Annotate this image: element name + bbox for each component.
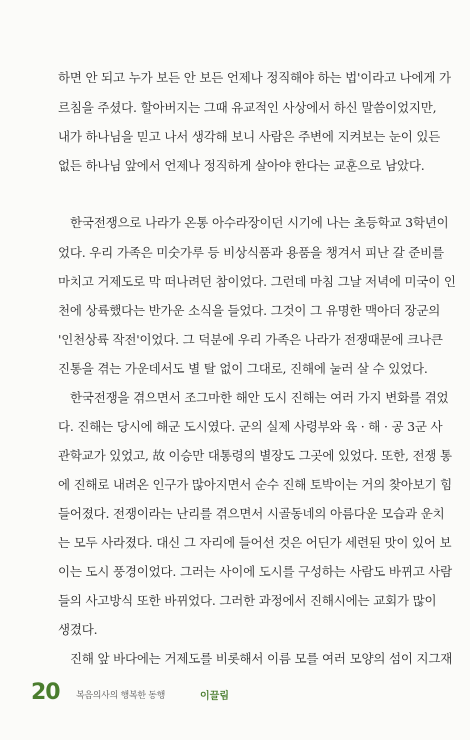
text-line: 마치고 거제도로 막 떠나려던 참이었다. 그런데 마침 그날 저녁에 미국이 인 — [58, 274, 456, 289]
text-line: 들어졌다. 전쟁이라는 난리를 겪으면서 시골동네의 아름다운 모습과 운치 — [58, 506, 445, 521]
text-line: 관학교가 있었고, 故 이승만 대통령의 별장도 그곳에 있었다. 또한, 전쟁 통 — [58, 448, 452, 463]
running-author: 이끌림 — [200, 691, 229, 702]
text-line: '인천상륙 작전'이었다. 그 덕분에 우리 가족은 나라가 전쟁때문에 크나큰 — [58, 332, 443, 347]
page-footer — [0, 680, 470, 710]
text-line: 었다. 우리 가족은 미숫가루 등 비상식품과 용품을 챙겨서 피난 갈 준비를 — [58, 245, 444, 260]
text-line: 하면 안 되고 누가 보든 안 보든 언제나 정직해야 하는 법'이라고 나에게 가 — [58, 70, 451, 85]
text-line: 진해 앞 바다에는 거제도를 비롯해서 이름 모를 여러 모양의 섬이 지그재 — [70, 651, 453, 666]
running-book-title: 복음의사의 행복한 동행 — [76, 691, 166, 701]
text-line: 는 모두 사라졌다. 대신 그 자리에 들어선 것은 어딘가 세련된 맛이 있어 보 — [58, 535, 452, 550]
text-line: 천에 상륙했다는 반가운 소식을 들었다. 그것이 그 유명한 맥아더 장군의 — [58, 303, 441, 318]
text-line: 생겼다. — [58, 622, 98, 637]
text-line: 다. 진해는 당시에 해군 도시였다. 군의 실제 사령부와 육 · 해 · 공 3군 사 — [58, 419, 443, 434]
text-line: 에 진해로 내려온 인구가 많아지면서 순수 진해 토박이는 거의 찾아보기 힘 — [58, 477, 452, 492]
text-line: 이는 도시 풍경이었다. 그러는 사이에 도시를 구성하는 사람도 바뀌고 사람 — [58, 564, 452, 579]
text-line: 한국전쟁으로 나라가 온통 아수라장이던 시기에 나는 초등학교 3학년이 — [70, 215, 449, 230]
page-number: 20 — [31, 680, 60, 705]
text-line: 한국전쟁을 겪으면서 조그마한 해안 도시 진해는 여러 가지 변화를 겪었 — [70, 390, 449, 405]
text-line: 진통을 겪는 가운데서도 별 탈 없이 그대로, 진해에 눌러 살 수 있었다. — [58, 361, 428, 376]
text-line: 들의 사고방식 또한 바뀌었다. 그러한 과정에서 진해시에는 교회가 많이 — [58, 593, 437, 608]
text-line: 내가 하나님을 믿고 나서 생각해 보니 사람은 주변에 지켜보는 눈이 있든 — [58, 129, 441, 144]
text-line: 없든 하나님 앞에서 언제나 정직하게 살아야 한다는 교훈으로 남았다. — [58, 158, 425, 173]
text-line: 르침을 주셨다. 할아버지는 그때 유교적인 사상에서 하신 말씀이었지만, — [58, 100, 437, 115]
